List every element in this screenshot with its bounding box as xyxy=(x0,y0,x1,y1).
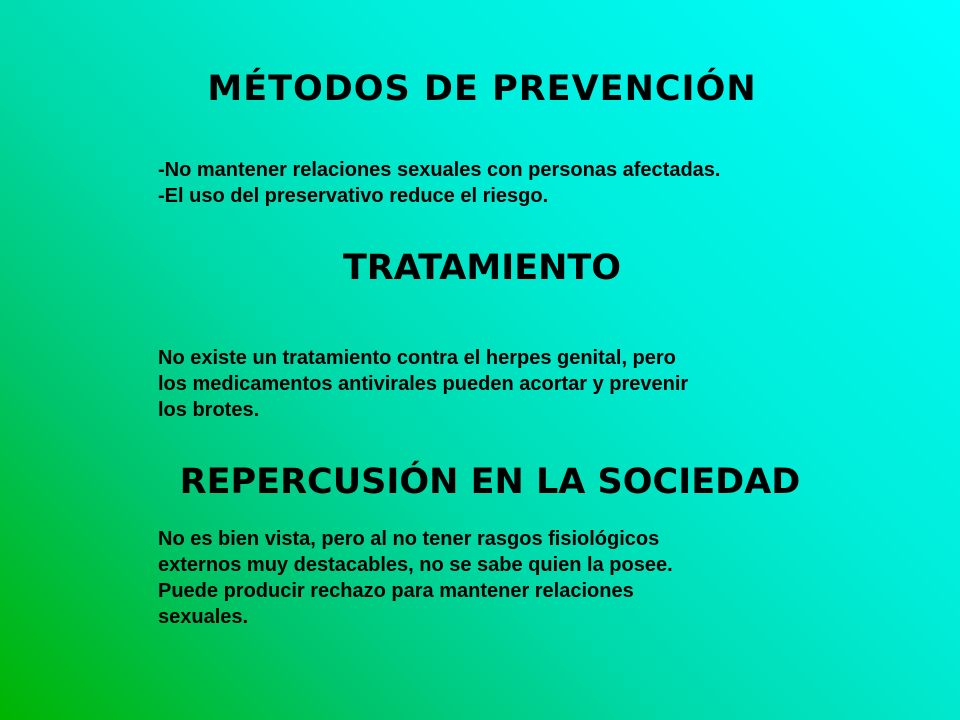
social-impact-heading: REPERCUSIÓN EN LA SOCIEDAD xyxy=(179,462,801,502)
prevention-methods-list xyxy=(158,157,720,209)
social-impact-line: externos muy destacables, no se sabe quien la posee. xyxy=(158,554,673,576)
treatment-line: los brotes. xyxy=(158,399,260,421)
prevention-method-line: -No mantener relaciones sexuales con personas afectadas. xyxy=(158,159,721,181)
social-impact-paragraph xyxy=(158,526,673,630)
social-impact-line: Puede producir rechazo para mantener relaciones xyxy=(158,580,634,602)
treatment-line: No existe un tratamiento contra el herpes genital, pero xyxy=(158,347,676,369)
social-impact-line: sexuales. xyxy=(158,606,249,628)
prevention-methods-heading: MÉTODOS DE PREVENCIÓN xyxy=(207,69,757,109)
social-impact-line: No es bien vista, pero al no tener rasgos fisiológicos xyxy=(158,528,660,550)
prevention-method-line: -El uso del preservativo reduce el riesgo. xyxy=(158,185,549,207)
treatment-paragraph xyxy=(158,345,688,423)
treatment-line: los medicamentos antivirales pueden acortar y prevenir xyxy=(158,373,689,395)
treatment-heading: TRATAMIENTO xyxy=(342,248,622,288)
